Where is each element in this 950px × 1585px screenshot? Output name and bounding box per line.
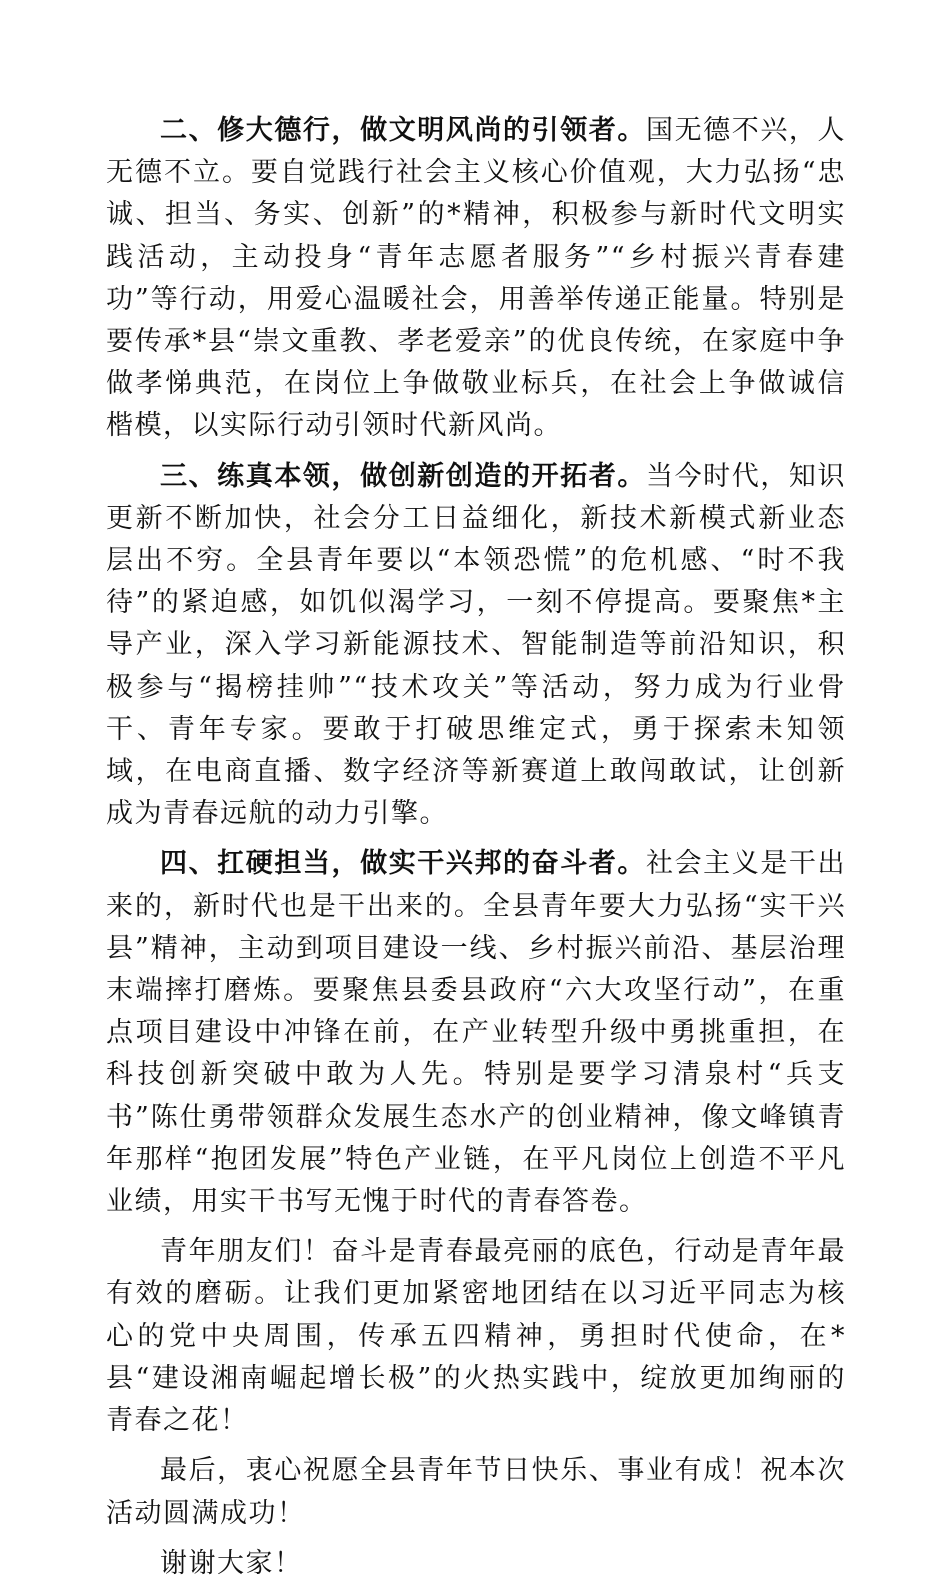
wishes-paragraph xyxy=(106,1450,846,1534)
section-three-paragraph xyxy=(106,456,846,836)
thanks-paragraph xyxy=(106,1543,846,1585)
section-two-body: 国无德不兴，人无德不立。要自觉践行社会主义核心价值观，大力弘扬“忠诚、担当、务实、创新”的*精神，积极参与新时代文明实践活动，主动投身“青年志愿者服务”“乡村振兴青春建功”等行动，用爱心温暖社会，用善举传递正能量。特别是要传承*县“崇文重教、孝老爱亲”的优良传统，在家庭中争做孝悌典范，在岗位上争做敬业标兵，在社会上争做诚信楷模，以实际行动引领时代新风尚。 xyxy=(106,115,847,442)
wishes-body: 最后，衷心祝愿全县青年节日快乐、事业有成！祝本次活动圆满成功！ xyxy=(106,1455,846,1529)
section-two-paragraph xyxy=(106,110,846,448)
closing-body: 青年朋友们！奋斗是青春最亮丽的底色，行动是青年最有效的磨砺。让我们更加紧密地团结在以习近平同志为核心的党中央周围，传承五四精神，勇担时代使命，在*县“建设湘南崛起增长极”的火热实践中，绽放更加绚丽的青春之花！ xyxy=(106,1236,846,1437)
thanks-body: 谢谢大家！ xyxy=(160,1547,303,1579)
closing-paragraph xyxy=(106,1231,846,1442)
section-four-body: 社会主义是干出来的，新时代也是干出来的。全县青年要大力弘扬“实干兴县”精神，主动到项目建设一线、乡村振兴前沿、基层治理末端摔打磨炼。要聚焦县委县政府“六大攻坚行动”，在重点项目建设中冲锋在前，在产业转型升级中勇挑重担，在科技创新突破中敢为人先。特别是要学习清泉村“兵支书”陈仕勇带领群众发展生态水产的创业精神，像文峰镇青年那样“抱团发展”特色产业链，在平凡岗位上创造不平凡业绩，用实干书写无愧于时代的青春答卷。 xyxy=(106,848,847,1218)
section-three-body: 当今时代，知识更新不断加快，社会分工日益细化，新技术新模式新业态层出不穷。全县青年要以“本领恐慌”的危机感、“时不我待”的紧迫感，如饥似渴学习，一刻不停提高。要聚焦*主导产业，深入学习新能源技术、智能制造等前沿知识，积极参与“揭榜挂帅”“技术攻关”等活动，努力成为行业骨干、青年专家。要敢于打破思维定式，勇于探索未知领域，在电商直播、数字经济等新赛道上敢闯敢试，让创新成为青春远航的动力引擎。 xyxy=(106,460,847,830)
section-four-paragraph xyxy=(106,843,846,1223)
document-page xyxy=(106,110,846,1585)
section-two-heading: 二、修大德行，做文明风尚的引领者。 xyxy=(160,115,646,146)
section-three-heading: 三、练真本领，做创新创造的开拓者。 xyxy=(160,460,646,492)
section-four-heading: 四、扛硬担当，做实干兴邦的奋斗者。 xyxy=(160,848,646,880)
